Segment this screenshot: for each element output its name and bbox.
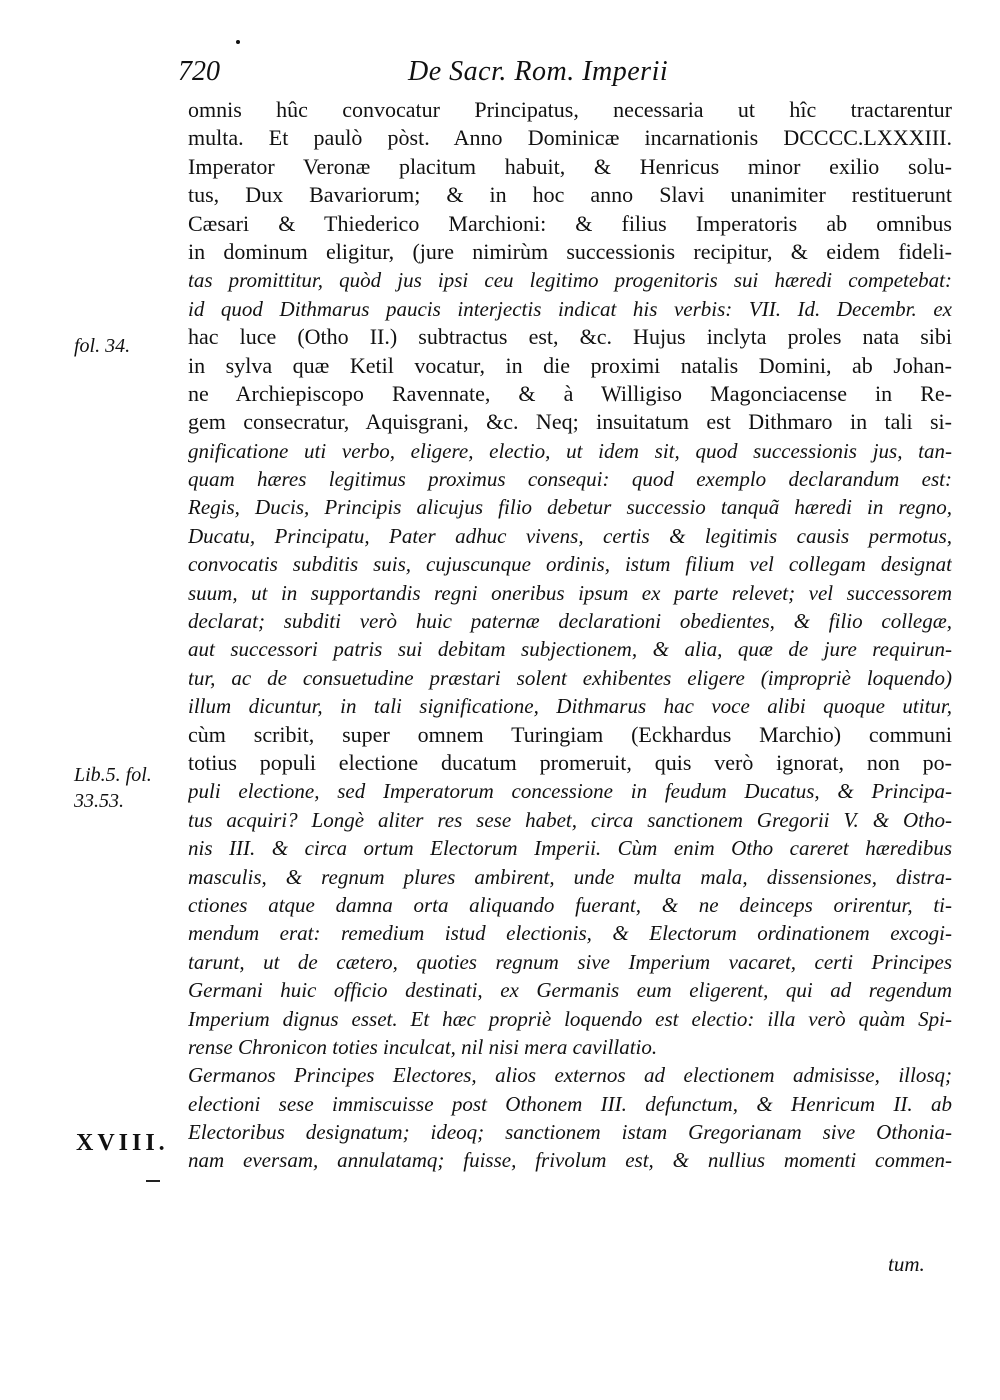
text-line: mendum erat: remedium istud electionis, & Electorum ordinationem excogi-	[188, 921, 952, 946]
text-line: Regis, Ducis, Principis alicujus filio debetur successio tanquã hæredi in regno,	[188, 495, 952, 520]
margin-note-line: 33.53.	[74, 790, 124, 812]
page-header	[178, 52, 948, 98]
text-line: rense Chronicon toties inculcat, nil nisi mera cavillatio.	[188, 1034, 658, 1059]
text-line: omnis hûc convocatur Principatus, necessaria ut hîc tractarentur	[188, 97, 952, 122]
text-line: in dominum eligitur, (jure nimirùm successionis recipitur, & eidem fideli-	[188, 238, 952, 264]
text-line: Cæsari & Thiederico Marchioni: & filius Imperatoris ab omnibus	[188, 210, 952, 236]
marginal-dash-mark	[146, 1180, 160, 1182]
text-line: masculis, & regnum plures ambirent, unde multa mala, dissensiones, distra-	[188, 864, 952, 889]
text-line: convocatis subditis suis, cujuscunque ordinis, istum filium vel collegam designat	[188, 552, 952, 577]
margin-note-folio-34: fol. 34.	[74, 335, 131, 357]
text-line: puli electione, sed Imperatorum concessione in feudum Ducatus, & Principa-	[188, 779, 952, 804]
text-line: Germani huic officio destinati, ex Germanis eum eligerent, qui ad regendum	[188, 978, 952, 1003]
text-line: totius populi electione ducatum promeruit, quis verò ignorat, non po-	[188, 749, 952, 775]
text-line: tarunt, ut de cætero, quoties regnum sive Imperium vacaret, certi Principes	[188, 949, 952, 974]
text-line: tas promittitur, quòd jus ipsi ceu legitimo progenitoris sui hæredi competebat:	[188, 268, 952, 293]
text-line: cùm scribit, super omnem Turingiam (Eckhardus Marchio) communi	[188, 721, 952, 747]
text-line: ne Archiepiscopo Ravennate, & à Willigiso Magonciacense in Re-	[188, 380, 952, 406]
section-number: XVIII.	[76, 1130, 169, 1156]
catchword: tum.	[888, 1252, 925, 1276]
text-line: Ducatu, Principatu, Pater adhuc vivens, certis & legitimis causis permotus,	[188, 523, 952, 548]
text-line: aut successori patris sui debitam subjectionem, & alia, quæ de jure requirun-	[188, 637, 952, 662]
text-line: ctiones atque damna orta aliquando fuerant, & ne deinceps orirentur, ti-	[188, 892, 952, 917]
text-line: tus, Dux Bavariorum; & in hoc anno Slavi unanimiter restituerunt	[188, 182, 952, 208]
text-line: Imperator Veronæ placitum habuit, & Henricus minor exilio solu-	[188, 153, 952, 179]
text-line: tus acquiri? Longè aliter res sese habet, circa sanctionem Gregorii V. & Otho-	[188, 807, 952, 832]
text-line: quam hæres legitimus proximus consequi: quod exemplo declarandum est:	[188, 467, 952, 492]
text-line: Imperium dignus esset. Et hæc propriè loquendo est electio: illa verò quàm Spi-	[188, 1006, 952, 1031]
text-line: multa. Et paulò pòst. Anno Dominicæ incarnationis DCCCC.LXXXIII.	[188, 125, 952, 151]
text-line: tur, ac de consuetudine præstari solent exhibentes eligere (impropriè loquendo)	[188, 665, 952, 690]
text-line: declarat; subditi verò huic paternæ declarationi obedientes, & filio collegæ,	[188, 609, 952, 634]
text-line: nis III. & circa ortum Electorum Imperii. Cùm enim Otho careret hæredibus	[188, 836, 952, 861]
text-line: hac luce (Otho II.) subtractus est, &c. Hujus inclyta proles nata sibi	[188, 324, 952, 350]
running-title: De Sacr. Rom. Imperii	[408, 56, 669, 87]
main-text-block	[188, 96, 952, 1175]
text-line: id quod Dithmarus paucis interjectis indicat his verbis: VII. Id. Decembr. ex	[188, 296, 952, 321]
margin-note-lib-5	[74, 762, 152, 814]
text-line: in sylva quæ Ketil vocatur, in die proximi natalis Domini, ab Johan-	[188, 352, 952, 378]
text-line: suum, ut in supportandis regni oneribus ipsum ex parte relevet; vel successorem	[188, 580, 952, 605]
text-line: gem consecratur, Aquisgrani, &c. Neq; insuitatum est Dithmaro in tali si-	[188, 409, 952, 435]
page-number: 720	[178, 56, 220, 87]
text-line: Germanos Principes Electores, alios externos ad electionem admisisse, illosq;	[188, 1063, 952, 1088]
text-line: nam eversam, annulatamq; fuisse, frivolum est, & nullius momenti commen-	[188, 1148, 952, 1173]
text-line: illum dicuntur, in tali significatione, Dithmarus hac voce alibi quoque utitur,	[188, 694, 952, 719]
ink-speck	[236, 40, 240, 44]
text-line: gnificatione uti verbo, eligere, electio, ut idem sit, quod successionis jus, tan-	[188, 438, 952, 463]
text-line: electioni sese immiscuisse post Othonem III. defunctum, & Henricum II. ab	[188, 1091, 952, 1116]
text-line: Electoribus designatum; ideoq; sanctionem istam Gregorianam sive Othonia-	[188, 1120, 952, 1145]
margin-note-line: Lib.5. fol.	[74, 764, 152, 786]
